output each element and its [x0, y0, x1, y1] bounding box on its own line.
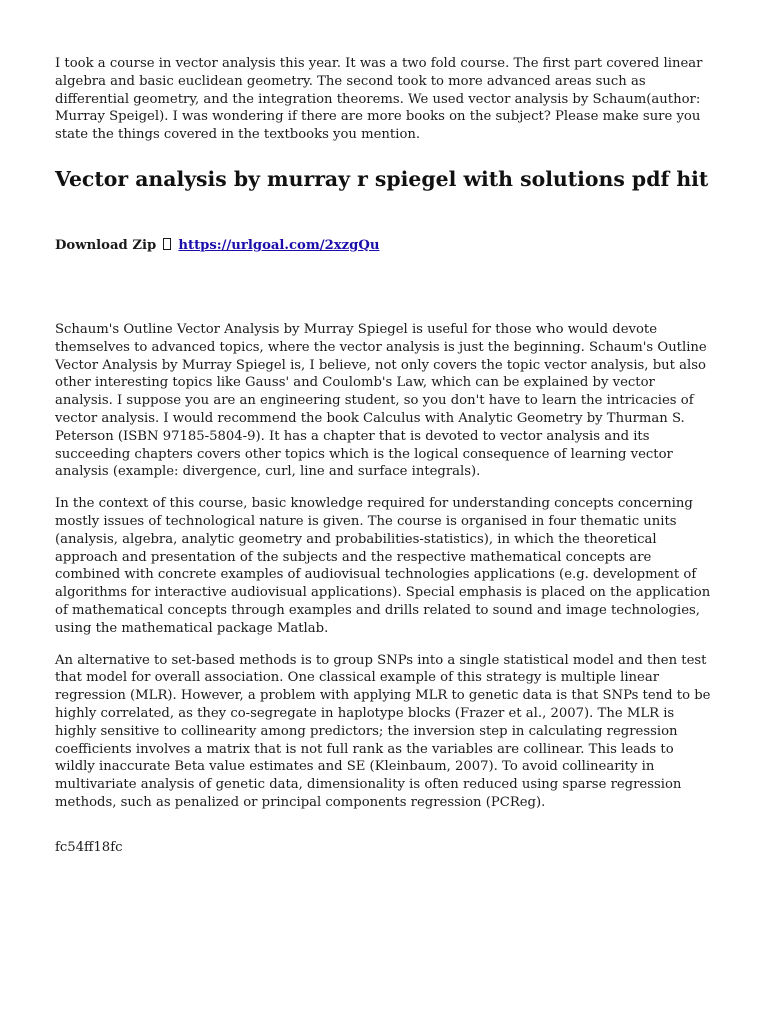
download-line [55, 237, 715, 255]
download-label: Download Zip [55, 237, 157, 253]
intro-paragraph: I took a course in vector analysis this year. It was a two fold course. The first part covered linear algebra and basic euclidean geometry. The second took to more advanced areas such as differential geometry, and the integration theorems. We used vector analysis by Schaum(author: Murray Speigel). I was wondering if there are more books on the subject? Please make sure you state the things covered in the textbooks you mention. [55, 56, 703, 143]
body-paragraph-1: Schaum's Outline Vector Analysis by Murray Spiegel is useful for those who would devote themselves to advanced topics, where the vector analysis is just the beginning. Schaum's Outline Vector Analysis by Murray Spiegel is, I believe, not only covers the topic vector analysis, but also other interesting topics like Gauss' and Coulomb's Law, which can be explained by vector analysis. I suppose you are an engineering student, so you don't have to learn the intricacies of vector analysis. I would recommend the book Calculus with Analytic Geometry by Thurman S. Peterson (ISBN 97185-5804-9). It has a chapter that is devoted to vector analysis and its succeeding chapters covers other topics which is the logical consequence of learning vector analysis (example: divergence, curl, line and surface integrals). [55, 321, 707, 480]
body-paragraph-3: An alternative to set-based methods is to group SNPs into a single statistical model and then test that model for overall association. One classical example of this strategy is multiple linear regression (MLR). However, a problem with applying MLR to genetic data is that SNPs tend to be highly correlated, as they co-segregate in haplotype blocks (Frazer et al., 2007). The MLR is highly sensitive to collinearity among predictors; the inversion step in calculating regression coefficients involves a matrix that is not full rank as the variables are collinear. This leads to wildly inaccurate Beta value estimates and SE (Kleinbaum, 2007). To avoid collinearity in multivariate analysis of genetic data, dimensionality is often reduced using sparse regression methods, such as penalized or principal components regression (PCReg). [55, 652, 711, 810]
box-glyph-icon [163, 238, 171, 250]
download-link[interactable]: https://urlgoal.com/2xzgQu [178, 237, 380, 253]
page-title: Vector analysis by murray r spiegel with solutions pdf hit [55, 166, 709, 191]
body-paragraph-2: In the context of this course, basic knowledge required for understanding concepts concerning mostly issues of technological nature is given. The course is organised in four thematic units (analysis, algebra, analytic geometry and probabilities-statistics), in which the theoretical approach and presentation of the subjects and the respective mathematical concepts are combined with concrete examples of audiovisual technologies applications (e.g. development of algorithms for interactive audiovisual applications). Special emphasis is placed on the application of mathematical concepts through examples and drills related to sound and image technologies, using the mathematical package Matlab. [55, 496, 711, 636]
document-page [55, 55, 715, 857]
footer-code: fc54ff18fc [55, 839, 123, 855]
